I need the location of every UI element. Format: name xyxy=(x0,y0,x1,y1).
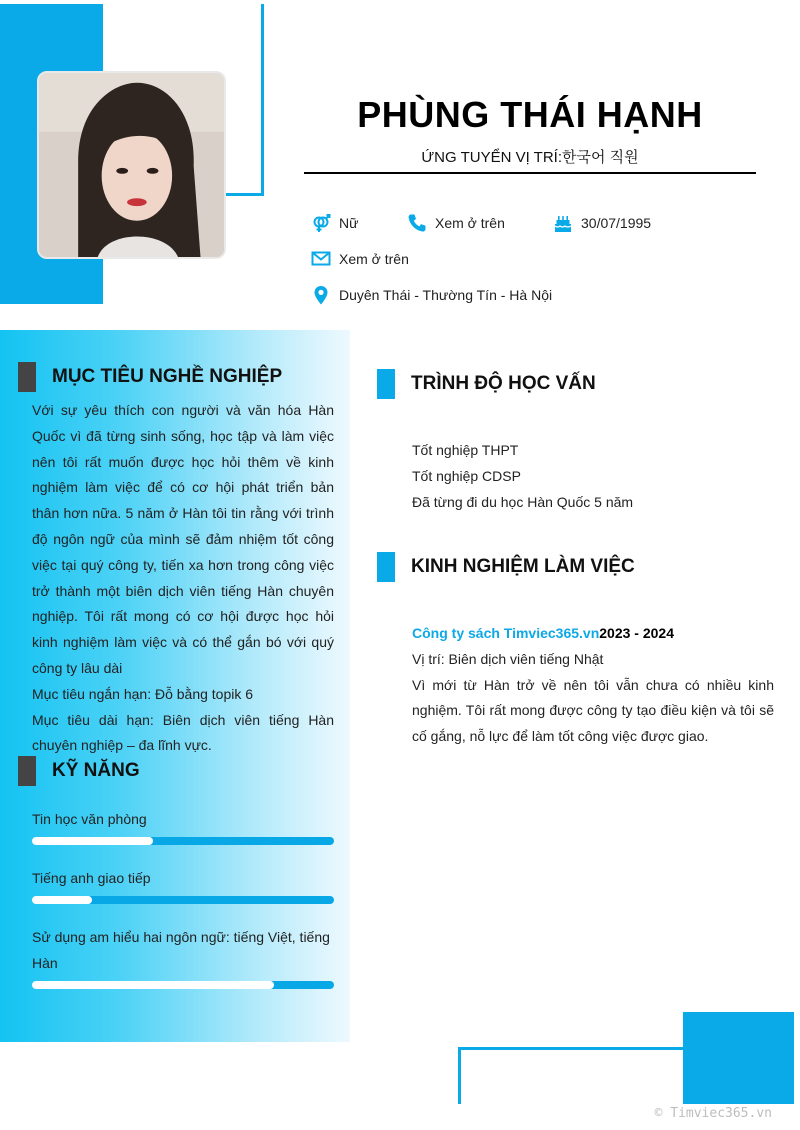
skill-bar xyxy=(32,896,334,904)
job-header xyxy=(412,621,774,647)
skills-title: KỸ NĂNG xyxy=(52,760,140,781)
gender-value: Nữ xyxy=(339,215,359,231)
skill-label: Sử dụng am hiểu hai ngôn ngữ: tiếng Việt, tiếng Hàn xyxy=(32,929,330,971)
company-name: Công ty sách Timviec365.vn xyxy=(412,625,600,641)
section-marker xyxy=(377,552,395,582)
map-pin-icon xyxy=(311,285,331,305)
job-period: 2023 - 2024 xyxy=(599,625,674,641)
education-list xyxy=(412,438,772,515)
phone-icon xyxy=(407,213,427,233)
skills-heading xyxy=(18,756,140,786)
education-item: Tốt nghiệp THPT xyxy=(412,442,519,458)
contact-phone xyxy=(407,213,505,233)
name-divider xyxy=(304,172,756,174)
contact-address xyxy=(311,285,552,305)
job-description: Vì mới từ Hàn trở về nên tôi vẫn chưa có nhiều kinh nghiệm. Tôi rất mong được công ty tạo điều kiện và tôi sẽ cố gắng, nỗ lực để làm tốt công việc được giao. xyxy=(412,676,774,745)
skill-label: Tin học văn phòng xyxy=(32,811,147,827)
objective-long-term: Mục tiêu dài hạn: Biên dịch viên tiếng Hàn chuyên nghiệp – đa lĩnh vực. xyxy=(32,711,334,754)
decor-line-bottom xyxy=(458,1047,684,1050)
objective-title: MỤC TIÊU NGHỀ NGHIỆP xyxy=(52,366,283,387)
objective-heading xyxy=(18,362,282,392)
cake-icon xyxy=(553,213,573,233)
address-value: Duyên Thái - Thường Tín - Hà Nội xyxy=(339,287,553,303)
job-role: Vị trí: Biên dịch viên tiếng Nhật xyxy=(412,650,604,667)
education-item: Tốt nghiệp CDSP xyxy=(412,467,521,484)
skill-bar xyxy=(32,837,334,845)
gender-icon xyxy=(311,213,331,233)
profile-photo xyxy=(37,71,226,259)
decor-line-bottom-vertical xyxy=(458,1047,461,1104)
contact-email xyxy=(311,249,409,269)
applied-position: ỨNG TUYỂN VỊ TRÍ:한국어 직원 xyxy=(421,149,639,166)
education-heading xyxy=(377,369,596,399)
phone-value: Xem ở trên xyxy=(435,215,505,231)
decor-line-top xyxy=(261,4,264,195)
objective-short-term: Mục tiêu ngắn hạn: Đỗ bằng topik 6 xyxy=(32,685,254,702)
experience-title: KINH NGHIỆM LÀM VIỆC xyxy=(411,556,635,577)
education-item: Đã từng đi du học Hàn Quốc 5 năm xyxy=(412,493,634,510)
contact-gender xyxy=(311,213,358,233)
contact-birthday xyxy=(553,213,651,233)
section-marker xyxy=(18,756,36,786)
birthday-value: 30/07/1995 xyxy=(581,215,652,231)
candidate-name: PHÙNG THÁI HẠNH xyxy=(357,94,703,135)
skill-bar-fill xyxy=(32,837,153,845)
skill-bar xyxy=(32,981,334,989)
skill-bar-fill xyxy=(32,896,92,904)
mail-icon xyxy=(311,249,331,269)
section-marker xyxy=(377,369,395,399)
skill-label: Tiếng anh giao tiếp xyxy=(32,870,151,886)
objective-paragraph: Với sự yêu thích con người và văn hóa Hàn Quốc vì đã từng sinh sống, học tập và làm việc nên tôi rất muốn được học hỏi thêm về kinh nghiệm làm việc để có cơ hội phát triển bản thân hơn nữa. 5 năm ở Hàn tôi tin rằng với trình độ ngôn ngữ của mình sẽ đảm nhiệm tốt công việc tại quý công ty, tiến xa hơn trong công việc trở thành một biên dịch viên tiếng Hàn chuyên nghiệp. Tôi rất mong có cơ hội được học hỏi kinh nghiệm làm việc và có thể gắn bó với quý công ty lâu dài xyxy=(32,402,334,676)
experience-heading xyxy=(377,552,635,582)
objective-text xyxy=(32,398,334,759)
skill-bar-fill xyxy=(32,981,274,989)
job-entry xyxy=(412,621,774,750)
education-title: TRÌNH ĐỘ HỌC VẤN xyxy=(411,373,596,394)
email-value: Xem ở trên xyxy=(339,251,409,267)
watermark: © Timviec365.vn xyxy=(654,1106,772,1121)
section-marker xyxy=(18,362,36,392)
decor-block-bottom xyxy=(683,1012,794,1104)
